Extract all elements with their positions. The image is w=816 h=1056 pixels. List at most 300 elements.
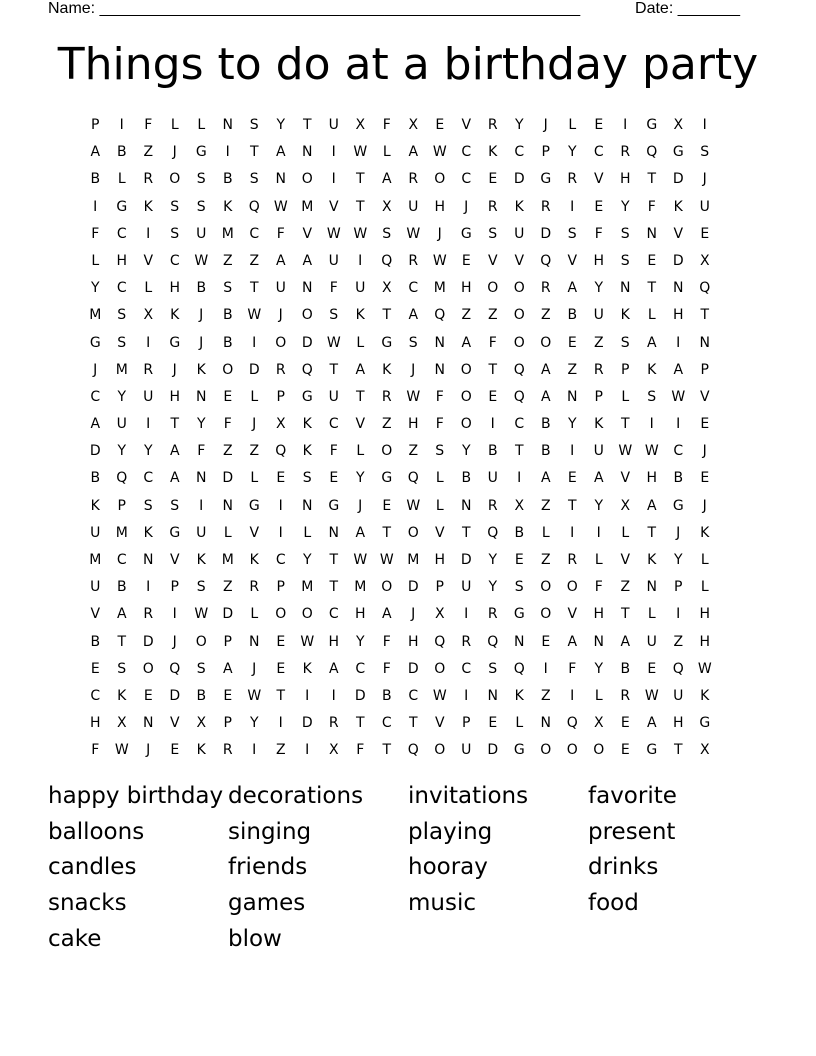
grid-letter: X [699, 252, 710, 269]
grid-letter: K [647, 361, 657, 378]
grid-letter: O [460, 416, 472, 433]
grid-letter: P [276, 388, 285, 405]
grid-letter: K [700, 524, 710, 541]
grid-letter: H [699, 633, 711, 650]
grid-letter: T [461, 524, 471, 541]
grid-letter: W [618, 443, 633, 460]
grid-letter: I [358, 252, 363, 269]
grid-letter: R [408, 252, 419, 269]
grid-letter: J [93, 361, 98, 378]
grid-letter: U [196, 225, 207, 242]
grid-letter: K [302, 443, 312, 460]
grid-letter: N [434, 334, 445, 351]
grid-letter: W [432, 144, 447, 161]
grid-letter: G [195, 144, 207, 161]
grid-letter: E [488, 171, 498, 188]
grid-letter: U [461, 742, 472, 759]
grid-letter: C [355, 660, 366, 677]
grid-letter: O [301, 606, 313, 623]
grid-letter: E [223, 687, 233, 704]
grid-letter: K [647, 552, 657, 568]
grid-letter: P [435, 579, 444, 596]
grid-letter: E [276, 633, 286, 650]
grid-letter: W [194, 252, 209, 269]
grid-letter: G [169, 334, 181, 351]
grid-letter: S [488, 225, 498, 242]
grid-letter: I [331, 144, 336, 161]
grid-letter: X [116, 715, 127, 732]
word-search-grid [82, 112, 734, 765]
grid-letter: M [433, 280, 446, 297]
grid-letter: A [540, 470, 551, 487]
grid-letter: E [488, 388, 498, 405]
grid-letter: J [411, 606, 416, 623]
grid-letter: G [513, 606, 525, 623]
grid-letter: J [199, 334, 204, 351]
grid-letter: K [117, 687, 127, 704]
grid-letter: G [672, 144, 684, 161]
word-bank-item: balloons [48, 818, 145, 845]
grid-letter: L [594, 687, 603, 704]
grid-letter: D [222, 470, 234, 487]
grid-letter: N [328, 524, 339, 541]
grid-letter: O [540, 606, 552, 623]
grid-letter: U [593, 307, 604, 324]
grid-letter: O [222, 361, 234, 378]
grid-letter: I [649, 416, 654, 433]
grid-letter: L [647, 606, 656, 623]
grid-letter: E [594, 117, 604, 133]
grid-letter: K [620, 307, 630, 324]
grid-letter: I [490, 416, 495, 433]
grid-letter: L [382, 144, 391, 161]
grid-letter: N [567, 388, 578, 405]
grid-letter: H [407, 416, 419, 433]
grid-letter: Z [673, 633, 684, 650]
grid-letter: W [697, 660, 712, 677]
grid-letter: T [673, 742, 683, 759]
grid-letter: T [249, 144, 259, 161]
grid-letter: T [382, 742, 392, 759]
grid-letter: F [382, 633, 391, 650]
grid-letter: E [700, 416, 710, 433]
grid-letter: X [328, 742, 339, 759]
grid-letter: Y [673, 552, 683, 568]
grid-letter: B [222, 171, 233, 188]
grid-letter: L [541, 524, 550, 541]
grid-letter: E [435, 117, 445, 133]
grid-letter: O [513, 334, 525, 351]
grid-letter: C [90, 687, 101, 704]
grid-letter: E [567, 470, 577, 487]
word-bank-item: candles [48, 854, 137, 881]
grid-letter: Y [594, 497, 604, 514]
grid-letter: Z [249, 252, 260, 269]
grid-letter: D [672, 252, 684, 269]
grid-letter: F [435, 416, 444, 433]
grid-letter: K [488, 144, 498, 161]
grid-letter: F [197, 443, 206, 460]
grid-letter: T [647, 171, 657, 188]
grid-letter: I [252, 742, 257, 759]
grid-letter: B [90, 470, 101, 487]
grid-letter: L [117, 171, 126, 188]
grid-letter: A [275, 252, 286, 269]
grid-letter: K [249, 552, 259, 568]
grid-letter: S [620, 225, 630, 242]
grid-letter: R [593, 361, 604, 378]
grid-letter: Q [275, 443, 287, 460]
grid-letter: F [647, 198, 656, 215]
grid-letter: K [514, 198, 524, 215]
grid-letter: K [170, 307, 180, 324]
grid-letter: D [672, 171, 684, 188]
grid-letter: J [411, 361, 416, 378]
grid-letter: T [620, 416, 630, 433]
word-bank-item: friends [228, 854, 308, 881]
grid-letter: T [488, 361, 498, 378]
grid-letter: A [328, 660, 339, 677]
grid-letter: A [646, 497, 657, 514]
grid-letter: R [275, 361, 286, 378]
grid-letter: C [593, 144, 604, 161]
grid-letter: N [143, 715, 154, 732]
grid-letter: L [356, 443, 365, 460]
grid-letter: V [328, 198, 339, 215]
grid-letter: Z [540, 552, 551, 568]
grid-letter: S [408, 334, 418, 351]
grid-letter: Y [196, 416, 206, 433]
grid-letter: C [461, 144, 472, 161]
grid-letter: X [196, 715, 207, 732]
grid-letter: N [302, 144, 313, 161]
grid-letter: K [673, 198, 683, 215]
grid-letter: P [223, 715, 232, 732]
grid-letter: Q [434, 307, 446, 324]
grid-letter: N [143, 552, 154, 568]
word-bank-item: present [588, 818, 676, 845]
grid-letter: O [381, 579, 393, 596]
grid-letter: M [301, 198, 314, 215]
word-bank-item: games [228, 890, 306, 917]
grid-letter: T [514, 443, 524, 460]
grid-letter: I [702, 117, 707, 133]
grid-letter: Y [488, 552, 498, 568]
grid-letter: V [143, 252, 154, 269]
grid-letter: P [276, 579, 285, 596]
grid-letter: C [169, 252, 180, 269]
grid-letter: N [593, 633, 604, 650]
grid-letter: R [567, 552, 578, 568]
grid-letter: K [196, 361, 206, 378]
grid-letter: Q [407, 470, 419, 487]
grid-letter: J [676, 524, 681, 541]
grid-letter: K [700, 687, 710, 704]
grid-letter: D [169, 687, 181, 704]
grid-letter: G [646, 117, 658, 133]
grid-letter: E [567, 334, 577, 351]
grid-letter: T [170, 416, 180, 433]
grid-letter: U [90, 579, 101, 596]
grid-letter: C [673, 443, 684, 460]
grid-letter: Z [381, 416, 392, 433]
grid-letter: L [356, 334, 365, 351]
grid-letter: S [435, 443, 445, 460]
grid-letter: X [381, 280, 392, 297]
grid-letter: N [302, 280, 313, 297]
grid-letter: Q [699, 280, 711, 297]
grid-letter: A [90, 416, 101, 433]
grid-letter: E [170, 742, 180, 759]
grid-letter: L [250, 606, 259, 623]
grid-letter: B [540, 416, 551, 433]
grid-letter: G [646, 742, 658, 759]
grid-letter: W [432, 252, 447, 269]
grid-letter: L [250, 470, 259, 487]
grid-letter: G [699, 715, 711, 732]
grid-letter: S [249, 117, 259, 133]
grid-letter: D [248, 361, 260, 378]
grid-letter: J [464, 198, 469, 215]
grid-letter: Z [540, 497, 551, 514]
page-title: Things to do at a birthday party [57, 39, 759, 90]
grid-letter: R [143, 606, 154, 623]
grid-letter: I [252, 334, 257, 351]
grid-letter: A [646, 715, 657, 732]
grid-letter: O [142, 660, 154, 677]
grid-letter: B [222, 307, 233, 324]
grid-letter: G [513, 742, 525, 759]
grid-letter: T [382, 524, 392, 541]
grid-letter: H [593, 606, 605, 623]
grid-letter: K [196, 742, 206, 759]
grid-letter: X [514, 497, 525, 514]
grid-letter: Q [513, 388, 525, 405]
grid-letter: D [301, 715, 313, 732]
grid-letter: A [222, 660, 233, 677]
grid-letter: V [434, 715, 445, 732]
grid-letter: U [593, 443, 604, 460]
grid-letter: J [252, 660, 257, 677]
grid-letter: C [116, 280, 127, 297]
grid-letter: X [408, 117, 419, 133]
grid-letter: I [331, 171, 336, 188]
grid-letter: C [514, 416, 525, 433]
grid-letter: V [355, 416, 366, 433]
grid-letter: A [408, 144, 419, 161]
grid-letter: V [169, 715, 180, 732]
grid-letter: Y [355, 470, 365, 487]
grid-letter: S [302, 470, 312, 487]
grid-letter: S [117, 334, 127, 351]
grid-letter: A [567, 280, 578, 297]
grid-letter: M [89, 552, 102, 568]
grid-letter: D [142, 633, 154, 650]
grid-letter: T [355, 388, 365, 405]
grid-letter: L [621, 524, 630, 541]
grid-letter: M [301, 579, 314, 596]
grid-letter: E [620, 715, 630, 732]
grid-letter: J [252, 416, 257, 433]
grid-letter: O [487, 280, 499, 297]
grid-letter: K [302, 660, 312, 677]
grid-letter: L [435, 470, 444, 487]
grid-letter: M [221, 225, 234, 242]
grid-letter: O [275, 606, 287, 623]
grid-letter: E [541, 633, 551, 650]
grid-letter: D [540, 225, 552, 242]
grid-letter: G [672, 497, 684, 514]
grid-letter: H [407, 633, 419, 650]
grid-letter: B [514, 524, 525, 541]
grid-letter: L [91, 252, 100, 269]
grid-letter: A [355, 524, 366, 541]
word-bank-item: hooray [408, 854, 488, 881]
grid-letter: S [700, 144, 710, 161]
grid-letter: W [353, 144, 368, 161]
grid-letter: U [116, 416, 127, 433]
grid-letter: I [570, 443, 575, 460]
grid-letter: C [328, 606, 339, 623]
grid-letter: B [196, 280, 207, 297]
grid-letter: E [620, 742, 630, 759]
grid-letter: H [169, 388, 181, 405]
grid-letter: F [594, 579, 603, 596]
grid-letter: I [464, 606, 469, 623]
grid-letter: T [329, 579, 339, 596]
grid-letter: Y [143, 443, 153, 460]
grid-letter: E [329, 470, 339, 487]
grid-letter: A [540, 388, 551, 405]
grid-letter: X [434, 606, 445, 623]
grid-letter: I [570, 198, 575, 215]
grid-letter: J [199, 307, 204, 324]
grid-letter: A [593, 470, 604, 487]
grid-letter: H [699, 606, 711, 623]
grid-letter: C [328, 416, 339, 433]
grid-letter: U [514, 225, 525, 242]
grid-letter: B [620, 660, 631, 677]
grid-letter: A [90, 144, 101, 161]
grid-letter: T [355, 198, 365, 215]
grid-letter: P [91, 117, 100, 133]
grid-letter: E [382, 497, 392, 514]
grid-letter: E [223, 388, 233, 405]
grid-letter: D [487, 742, 499, 759]
grid-letter: S [170, 198, 180, 215]
grid-letter: Q [116, 470, 128, 487]
grid-letter: O [566, 742, 578, 759]
grid-letter: P [541, 144, 550, 161]
grid-letter: I [172, 606, 177, 623]
grid-letter: E [647, 252, 657, 269]
grid-letter: Y [594, 280, 604, 297]
grid-letter: I [570, 687, 575, 704]
grid-letter: J [543, 117, 548, 133]
word-bank-item: blow [228, 925, 282, 952]
grid-letter: J [146, 742, 151, 759]
grid-letter: F [568, 660, 577, 677]
grid-letter: Q [513, 361, 525, 378]
grid-letter: L [647, 307, 656, 324]
grid-letter: N [461, 497, 472, 514]
grid-letter: I [331, 687, 336, 704]
grid-letter: U [143, 388, 154, 405]
grid-letter: B [381, 687, 392, 704]
grid-letter: R [540, 198, 551, 215]
grid-letter: K [223, 198, 233, 215]
word-bank-item: favorite [588, 783, 677, 809]
grid-letter: Z [275, 742, 286, 759]
grid-letter: I [199, 497, 204, 514]
grid-letter: A [275, 144, 286, 161]
grid-letter: H [646, 470, 658, 487]
grid-letter: T [647, 524, 657, 541]
grid-letter: V [302, 225, 313, 242]
grid-letter: Q [434, 633, 446, 650]
grid-letter: L [303, 524, 312, 541]
grid-letter: Y [249, 715, 259, 732]
grid-letter: A [461, 334, 472, 351]
grid-letter: S [170, 497, 180, 514]
grid-letter: J [702, 497, 707, 514]
grid-letter: Q [487, 524, 499, 541]
word-bank-item: food [588, 890, 639, 917]
grid-letter: S [196, 171, 206, 188]
grid-letter: W [353, 552, 368, 568]
grid-letter: F [276, 225, 285, 242]
grid-letter: R [381, 388, 392, 405]
grid-letter: X [355, 117, 366, 133]
grid-letter: S [567, 225, 577, 242]
grid-letter: G [540, 171, 552, 188]
grid-letter: C [116, 552, 127, 568]
grid-letter: U [328, 252, 339, 269]
grid-letter: J [172, 361, 177, 378]
grid-letter: W [406, 225, 421, 242]
grid-letter: L [515, 715, 524, 732]
grid-letter: H [89, 715, 101, 732]
grid-letter: W [273, 198, 288, 215]
grid-letter: E [461, 252, 471, 269]
grid-letter: U [461, 579, 472, 596]
grid-letter: S [117, 307, 127, 324]
grid-letter: Z [567, 361, 578, 378]
grid-letter: G [169, 524, 181, 541]
grid-letter: V [249, 524, 260, 541]
grid-letter: W [644, 443, 659, 460]
grid-letter: O [540, 579, 552, 596]
grid-letter: S [117, 660, 127, 677]
grid-letter: H [434, 552, 446, 568]
grid-letter: L [144, 280, 153, 297]
grid-letter: M [115, 361, 128, 378]
grid-letter: T [647, 280, 657, 297]
grid-letter: J [172, 633, 177, 650]
grid-letter: C [514, 144, 525, 161]
grid-letter: A [116, 606, 127, 623]
grid-letter: S [620, 252, 630, 269]
grid-letter: A [620, 633, 631, 650]
grid-letter: K [143, 198, 153, 215]
grid-letter: F [144, 117, 153, 133]
grid-letter: I [278, 524, 283, 541]
grid-letter: T [620, 606, 630, 623]
grid-letter: B [540, 443, 551, 460]
grid-letter: S [382, 225, 392, 242]
grid-letter: K [302, 416, 312, 433]
grid-letter: K [594, 416, 604, 433]
